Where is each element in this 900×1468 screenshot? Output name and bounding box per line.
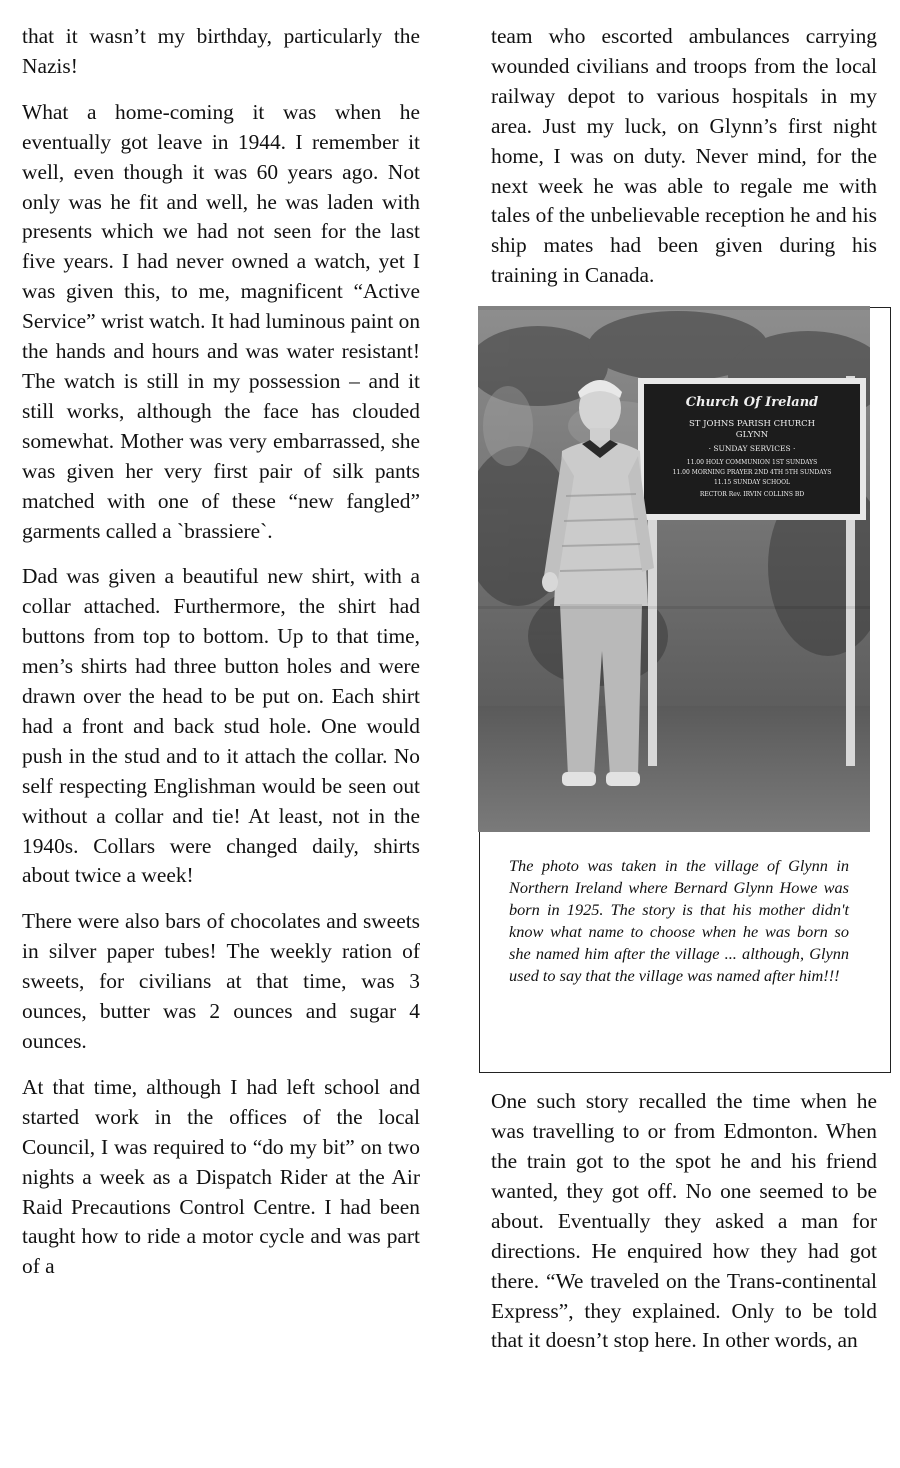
paragraph: At that time, although I had left school and started work in the offices of the local Council, I was required to “do my bit” on two nights a week as a Dispatch Rider at the Air Raid Precautions Control Centre. I had been taught how to ride a motor cycle and was part of a	[22, 1074, 420, 1279]
sign-line: 11.00 HOLY COMMUNION 1ST SUNDAYS	[686, 459, 818, 467]
left-column	[22, 22, 420, 1298]
paragraph: team who escorted ambulances carrying wounded civilians and troops from the local railway depot to various hospitals in my area. Just my luck, on Glynn’s first night home, I was on duty. Never mind, for the next week he was able to regale me with tales of the unbelievable reception he and his ship mates had been given during his training in Canada.	[491, 24, 877, 288]
photo-caption: The photo was taken in the village of Glynn in Northern Ireland where Bernard Glynn Howe was born in 1925. The story is that his mother didn't know what name to choose when he was born so she named him after the village ... although, Glynn used to say that the village was named after him!!!	[509, 856, 849, 986]
paragraph: that it wasn’t my birthday, particularly the Nazis!	[22, 24, 420, 78]
paragraph: One such story recalled the time when he was travelling to or from Edmonton. When the train got to the spot he and his friend wanted, they got off. No one seemed to be about. Eventually they asked a man for directions. He enquired how they had got there. “We traveled on the Trans-continental Express”, they explained. Only to be told that it doesn’t stop here. In other words, an	[491, 1089, 877, 1353]
sign-line: · SUNDAY SERVICES ·	[708, 444, 796, 454]
sign-line: RECTOR Rev. IRVIN COLLINS BD	[699, 491, 805, 499]
paragraph: Dad was given a beautiful new shirt, with a collar attached. Furthermore, the shirt had buttons from top to bottom. Up to that time, men’s shirts had three button holes and were drawn over the head to be put on. Each shirt had a front and back stud hole. One would push in the stud and to it attach the collar. No self respecting Englishman would be seen out without a collar and tie! At least, not in the 1940s. Collars were changed daily, shirts about twice a week!	[22, 564, 420, 888]
sign-line: 11.15 SUNDAY SCHOOL	[713, 479, 791, 487]
paragraph: There were also bars of chocolates and sweets in silver paper tubes! The weekly ration of sweets, for civilians at that time, was 3 ounces, butter was 2 ounces and sugar 4 ounces.	[22, 909, 420, 1053]
sign-line: 11.00 MORNING PRAYER 2ND 4TH 5TH SUNDAYS	[672, 469, 832, 477]
sign-line: Church Of Ireland	[685, 395, 819, 411]
right-column	[491, 22, 877, 1372]
church-sign-photo	[478, 306, 870, 832]
paragraph: What a home-coming it was when he eventually got leave in 1944. I remember it well, even though it was 60 years ago. Not only was he fit and well, he was laden with presents which we had not seen for the last five years. I had never owned a watch, yet I was given this, to me, magnificent “Active Service” wrist watch. It had luminous paint on the hands and hours and was water resistant! The watch is still in my possession – and it still works, although the face has clouded somewhat. Mother was very embarrassed, she was given her very first pair of silk pants matched with one of these “new fangled” garments called a `brassiere`.	[22, 99, 421, 543]
sign-line: ST JOHNS PARISH CHURCH	[688, 419, 816, 430]
photo-figure	[479, 307, 891, 1073]
sign-line: GLYNN	[735, 430, 769, 441]
